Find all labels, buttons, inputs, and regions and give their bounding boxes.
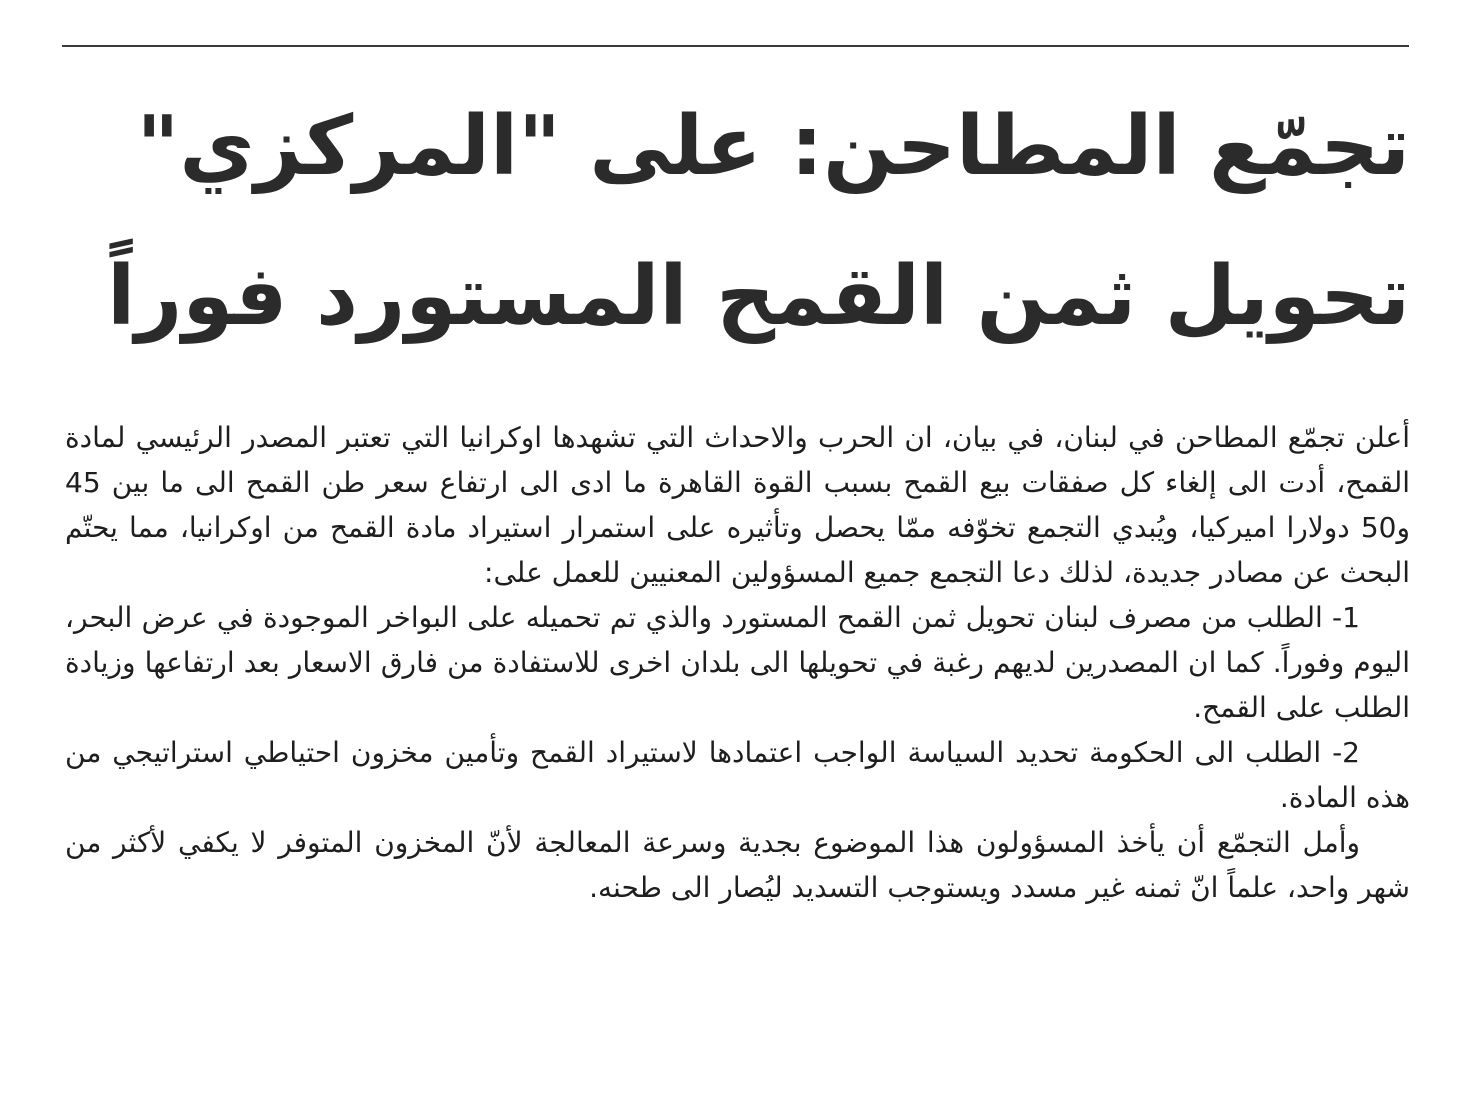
headline-line-1: تجمّع المطاحن: على "المركزي" xyxy=(136,99,1410,194)
headline xyxy=(80,72,1410,372)
article-paragraph-point-1: 1- الطلب من مصرف لبنان تحويل ثمن القمح المستورد والذي تم تحميله على البواخر الموجودة في عرض البحر، اليوم وفوراً. كما ان المصدرين لديهم رغبة في تحويلها الى بلدان اخرى للاستفادة من فارق الاسعار بعد ارتفاعها وزيادة الطلب على القمح. xyxy=(65,601,1410,724)
article-body xyxy=(65,415,1410,910)
article-paragraph-closing: وأمل التجمّع أن يأخذ المسؤولون هذا الموضوع بجدية وسرعة المعالجة لأنّ المخزون المتوفر لا يكفي لأكثر من شهر واحد، علماً انّ ثمنه غير مسدد ويستوجب التسديد ليُصار الى طحنه. xyxy=(65,826,1410,904)
top-divider-rule xyxy=(62,45,1409,47)
headline-line-2: تحويل ثمن القمح المستورد فوراً xyxy=(107,249,1410,344)
article-paragraph-point-2: 2- الطلب الى الحكومة تحديد السياسة الواجب اعتمادها لاستيراد القمح وتأمين مخزون احتياطي استراتيجي من هذه المادة. xyxy=(65,736,1410,814)
article-paragraph-intro: أعلن تجمّع المطاحن في لبنان، في بيان، ان الحرب والاحداث التي تشهدها اوكرانيا التي تعتبر المصدر الرئيسي لمادة القمح، أدت الى إلغاء كل صفقات بيع القمح بسبب القوة القاهرة ما ادى الى ارتفاع سعر طن القمح الى ما بين 45 و50 دولارا اميركيا، ويُبدي التجمع تخوّفه ممّا يحصل وتأثيره على استمرار استيراد مادة القمح من اوكرانيا، مما يحتّم البحث عن مصادر جديدة، لذلك دعا التجمع جميع المسؤولين المعنيين للعمل على: xyxy=(65,421,1410,589)
